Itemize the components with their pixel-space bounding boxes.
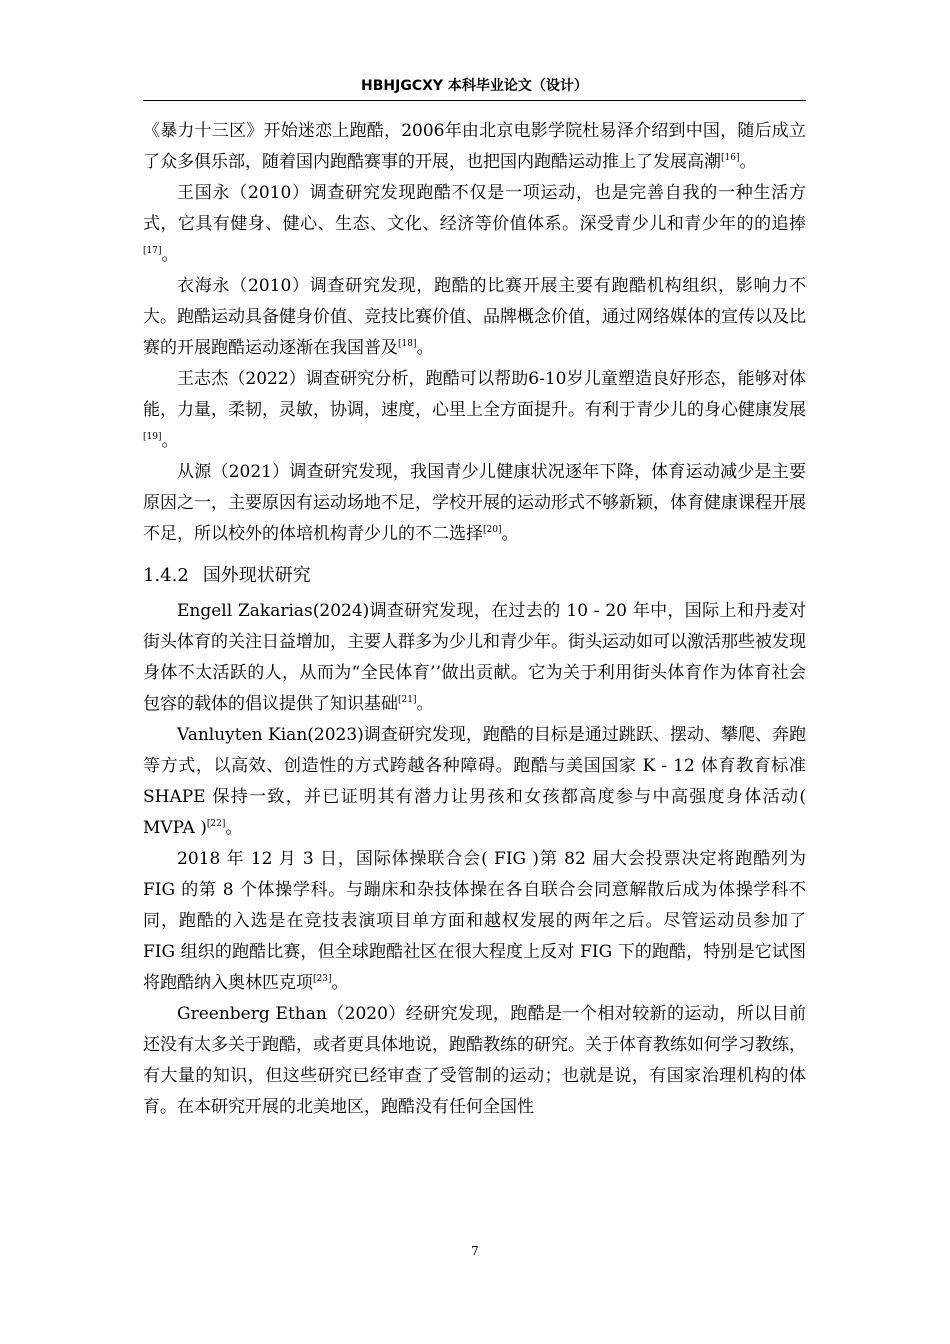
citation[interactable]: [20] — [483, 525, 502, 535]
paragraph: 《暴力十三区》开始迷恋上跑酷，2006年由北京电影学院杜易泽介绍到中国，随后成立了众多俱乐部，随着国内跑酷赛事的开展，也把国内跑酷运动推上了发展高潮[16]。 — [143, 121, 806, 172]
paragraph: Engell Zakarias(2024)调查研究发现，在过去的 10 - 20 年中，国际上和丹麦对街头体育的关注日益增加，主要人群多为少儿和青少年。街头运动如可以激活那些被发现身体不太活跃的人，从而为“全民体育’’做出贡献。它为关于利用街头体育作为体育社会包容的载体的倡议提供了知识基础[21]。 — [143, 601, 806, 714]
page-number: 7 — [471, 1244, 479, 1258]
citation[interactable]: [23] — [313, 974, 332, 984]
paragraph: 王国永（2010）调查研究发现跑酷不仅是一项运动，也是完善自我的一种生活方式，它具有健身、健心、生态、文化、经济等价值体系。深受青少儿和青少年的的追捧[17]。 — [143, 183, 806, 265]
citation[interactable]: [22] — [206, 819, 226, 829]
citation[interactable]: [21] — [398, 695, 417, 705]
citation[interactable]: [18] — [398, 339, 417, 349]
citation[interactable]: [16] — [721, 153, 740, 163]
body-text — [143, 116, 806, 1123]
page-header: HBHJGCXY 本科毕业论文（设计） — [361, 78, 588, 94]
paragraph: 从源（2021）调查研究发现，我国青少儿健康状况逐年下降，体育运动减少是主要原因之一，主要原因有运动场地不足，学校开展的运动形式不够新颖，体育健康课程开展不足，所以校外的体培机构青少儿的不二选择[20]。 — [143, 462, 806, 544]
paragraph: 衣海永（2010）调查研究发现，跑酷的比赛开展主要有跑酷机构组织，影响力不大。跑酷运动具备健身价值、竞技比赛价值、品牌概念价值，通过网络媒体的宣传以及比赛的开展跑酷运动逐渐在我国普及[18]。 — [143, 276, 806, 358]
citation[interactable]: [17] — [143, 246, 162, 256]
section-title: 国外现状研究 — [202, 565, 311, 586]
paragraph: Vanluyten Kian(2023)调查研究发现，跑酷的目标是通过跳跃、摆动、攀爬、奔跑等方式，以高效、创造性的方式跨越各种障碍。跑酷与美国国家 K - 12 体育教育标准 SHAPE 保持一致，并已证明其有潜力让男孩和女孩都高度参与中高强度身体活动( MVPA )[22]。 — [143, 725, 806, 838]
header-rule — [143, 100, 806, 101]
paragraph: 王志杰（2022）调查研究分析，跑酷可以帮助6-10岁儿童塑造良好形态，能够对体能，力量，柔韧，灵敏，协调，速度，心里上全方面提升。有利于青少儿的身心健康发展[19]。 — [143, 369, 806, 451]
paragraph: 2018 年 12 月 3 日，国际体操联合会( FIG )第 82 届大会投票决定将跑酷列为 FIG 的第 8 个体操学科。与蹦床和杂技体操在各自联合会同意解散后成为体操学科不同，跑酷的入选是在竞技表演项目单方面和越权发展的两年之后。尽管运动员参加了 FIG 组织的跑酷比赛，但全球跑酷社区在很大程度上反对 FIG 下的跑酷，特别是它试图将跑酷纳入奥林匹克项[23]。 — [143, 849, 806, 993]
paragraph: Greenberg Ethan（2020）经研究发现，跑酷是一个相对较新的运动，所以目前还没有太多关于跑酷，或者更具体地说，跑酷教练的研究。关于体育教练如何学习教练，有大量的知识，但这些研究已经审查了受管制的运动；也就是说，有国家治理机构的体育。在本研究开展的北美地区，跑酷没有任何全国性 — [143, 1004, 806, 1117]
section-heading — [143, 561, 806, 591]
section-number: 1.4.2 — [143, 565, 189, 586]
citation[interactable]: [19] — [143, 432, 162, 442]
